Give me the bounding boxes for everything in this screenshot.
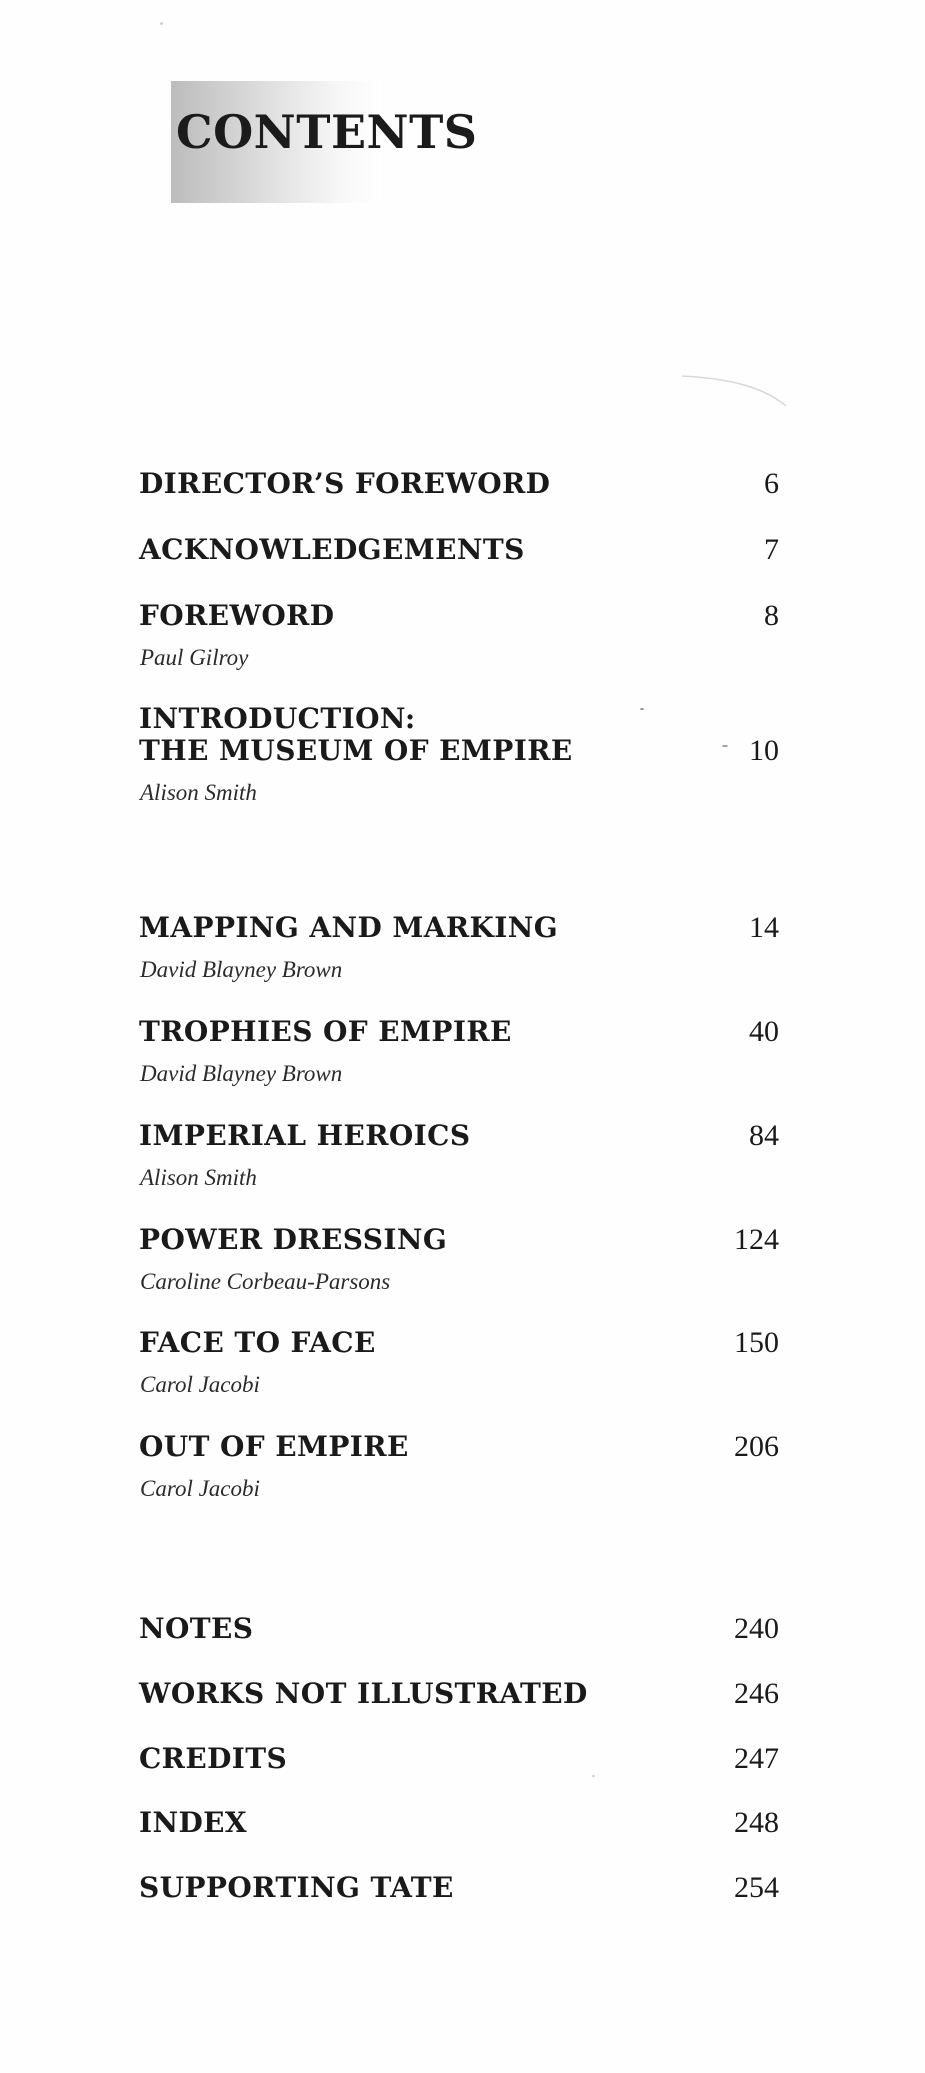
toc-entry-author: Carol Jacobi xyxy=(140,1372,260,1397)
toc-entry-page: 254 xyxy=(734,1871,779,1904)
toc-entry-author: Alison Smith xyxy=(140,780,257,805)
toc-entry-page: 14 xyxy=(749,911,779,944)
toc-entry-title[interactable]: IMPERIAL HEROICS xyxy=(139,1119,471,1152)
toc-entry-page: 247 xyxy=(734,1742,779,1775)
toc-entry-title[interactable]: TROPHIES OF EMPIRE xyxy=(139,1015,512,1048)
toc-entry-page: 248 xyxy=(734,1806,779,1839)
toc-entry-author: Paul Gilroy xyxy=(140,645,249,670)
toc-entry-title[interactable]: FACE TO FACE xyxy=(139,1326,376,1359)
toc-entry-title[interactable]: DIRECTOR’S FOREWORD xyxy=(139,467,551,500)
toc-entry-page: 206 xyxy=(734,1430,779,1463)
toc-entry-page: 7 xyxy=(764,533,779,566)
toc-entry-page: 10 xyxy=(749,734,779,767)
toc-entry-title[interactable] xyxy=(139,703,573,767)
toc-entry-page: 150 xyxy=(734,1326,779,1359)
toc-entry-page: 8 xyxy=(764,599,779,632)
scan-speck xyxy=(722,745,728,747)
toc-entry-title[interactable]: ACKNOWLEDGEMENTS xyxy=(139,533,525,566)
toc-entry-page: 84 xyxy=(749,1119,779,1152)
toc-entry-author: Carol Jacobi xyxy=(140,1476,260,1501)
toc-entry-title-line1: INTRODUCTION: xyxy=(139,702,416,735)
page-title: CONTENTS xyxy=(176,105,478,159)
toc-entry-author: Caroline Corbeau-Parsons xyxy=(140,1269,391,1294)
toc-entry-title[interactable]: INDEX xyxy=(139,1806,248,1839)
toc-entry-title[interactable]: POWER DRESSING xyxy=(139,1223,448,1256)
toc-entry-page: 6 xyxy=(764,467,779,500)
toc-entry-title[interactable]: SUPPORTING TATE xyxy=(139,1871,454,1904)
scan-speck xyxy=(592,1775,595,1777)
toc-entry-title[interactable]: CREDITS xyxy=(139,1742,288,1775)
toc-entry-author: David Blayney Brown xyxy=(140,1061,343,1086)
toc-entry-title-line2: THE MUSEUM OF EMPIRE xyxy=(139,734,573,767)
toc-entry-page: 240 xyxy=(734,1612,779,1645)
toc-entry-page: 246 xyxy=(734,1677,779,1710)
toc-entry-author: David Blayney Brown xyxy=(140,957,343,982)
scan-speck xyxy=(640,708,644,710)
toc-entry-title[interactable]: MAPPING AND MARKING xyxy=(139,911,559,944)
toc-entry-title[interactable]: FOREWORD xyxy=(139,599,335,632)
toc-entry-page: 40 xyxy=(749,1015,779,1048)
scan-mark xyxy=(680,370,790,410)
toc-entry-title[interactable]: NOTES xyxy=(139,1612,254,1645)
toc-entry-title[interactable]: WORKS NOT ILLUSTRATED xyxy=(139,1677,588,1710)
toc-entry-author: Alison Smith xyxy=(140,1165,257,1190)
toc-entry-page: 124 xyxy=(734,1223,779,1256)
scan-speck xyxy=(160,22,163,25)
toc-entry-title[interactable]: OUT OF EMPIRE xyxy=(139,1430,409,1463)
